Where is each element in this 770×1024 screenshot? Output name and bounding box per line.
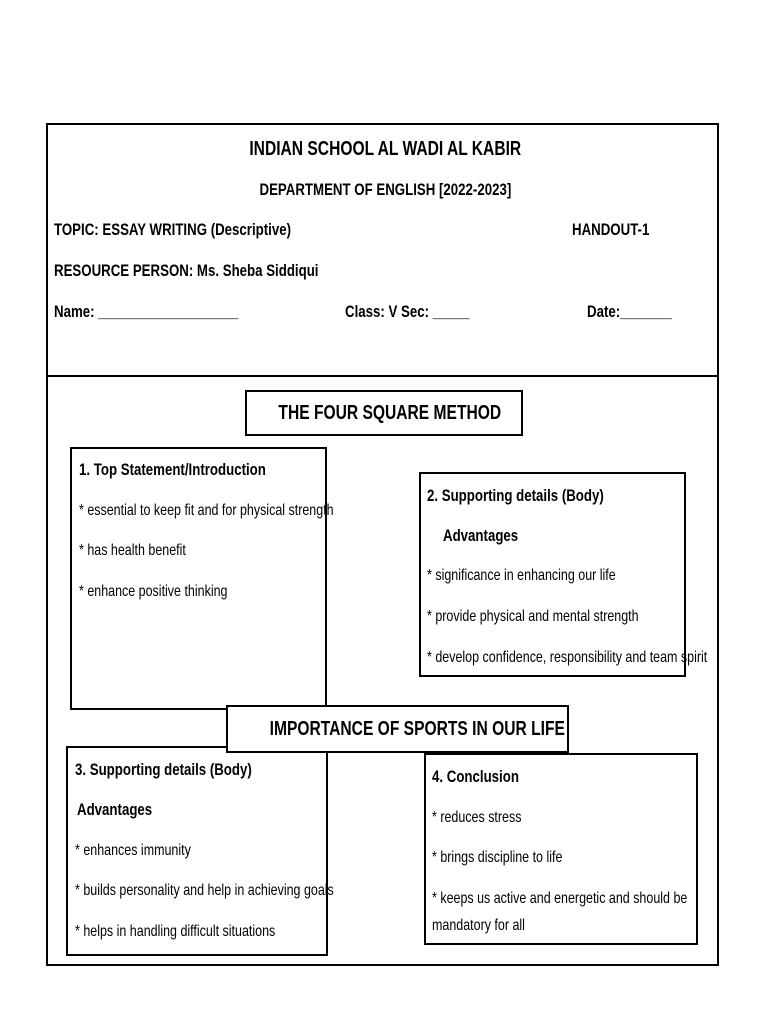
box3-item: * builds personality and help in achieving goals [75, 882, 334, 899]
box3-item: * enhances immunity [75, 842, 191, 859]
box-body-2 [66, 746, 334, 956]
box2-heading: 2. Supporting details (Body) [427, 486, 604, 505]
four-square-title: THE FOUR SQUARE METHOD [278, 402, 502, 424]
box3-heading: 3. Supporting details (Body) [75, 760, 252, 779]
resource-person: RESOURCE PERSON: Ms. Sheba Siddiqui [54, 261, 319, 280]
center-title: IMPORTANCE OF SPORTS IN OUR LIFE [269, 718, 565, 740]
box3-subheading: Advantages [77, 800, 153, 819]
class-field[interactable]: Class: V Sec: _____ [345, 302, 470, 321]
box1-item: * has health benefit [79, 542, 186, 559]
box1-item: * enhance positive thinking [79, 583, 228, 600]
box-body-1 [419, 472, 708, 677]
box1-item: * essential to keep fit and for physical strength [79, 502, 334, 519]
box4-item: * keeps us active and energetic and should be [432, 890, 688, 907]
handout-number: HANDOUT-1 [572, 220, 650, 239]
date-field[interactable]: Date:_______ [587, 302, 672, 321]
box2-item: * develop confidence, responsibility and team spirit [427, 649, 708, 666]
box2-item: * significance in enhancing our life [427, 567, 616, 584]
box4-item-continued: mandatory for all [432, 917, 525, 934]
header-divider [46, 375, 719, 377]
four-square-title-box [245, 390, 523, 436]
name-field[interactable]: Name: ___________________ [54, 302, 239, 321]
box-conclusion [424, 753, 698, 945]
box3-item: * helps in handling difficult situations [75, 923, 276, 940]
box2-subheading: Advantages [443, 526, 519, 545]
box2-item: * provide physical and mental strength [427, 608, 639, 625]
topic-label: TOPIC: ESSAY WRITING (Descriptive) [54, 220, 292, 239]
center-title-box [226, 705, 569, 753]
box4-item: * brings discipline to life [432, 849, 563, 866]
box4-item: * reduces stress [432, 809, 522, 826]
box1-heading: 1. Top Statement/Introduction [79, 460, 266, 479]
department-title: DEPARTMENT OF ENGLISH [2022-2023] [259, 180, 511, 199]
box4-heading: 4. Conclusion [432, 767, 519, 786]
school-name: INDIAN SCHOOL AL WADI AL KABIR [249, 138, 521, 160]
box-introduction [70, 447, 334, 710]
